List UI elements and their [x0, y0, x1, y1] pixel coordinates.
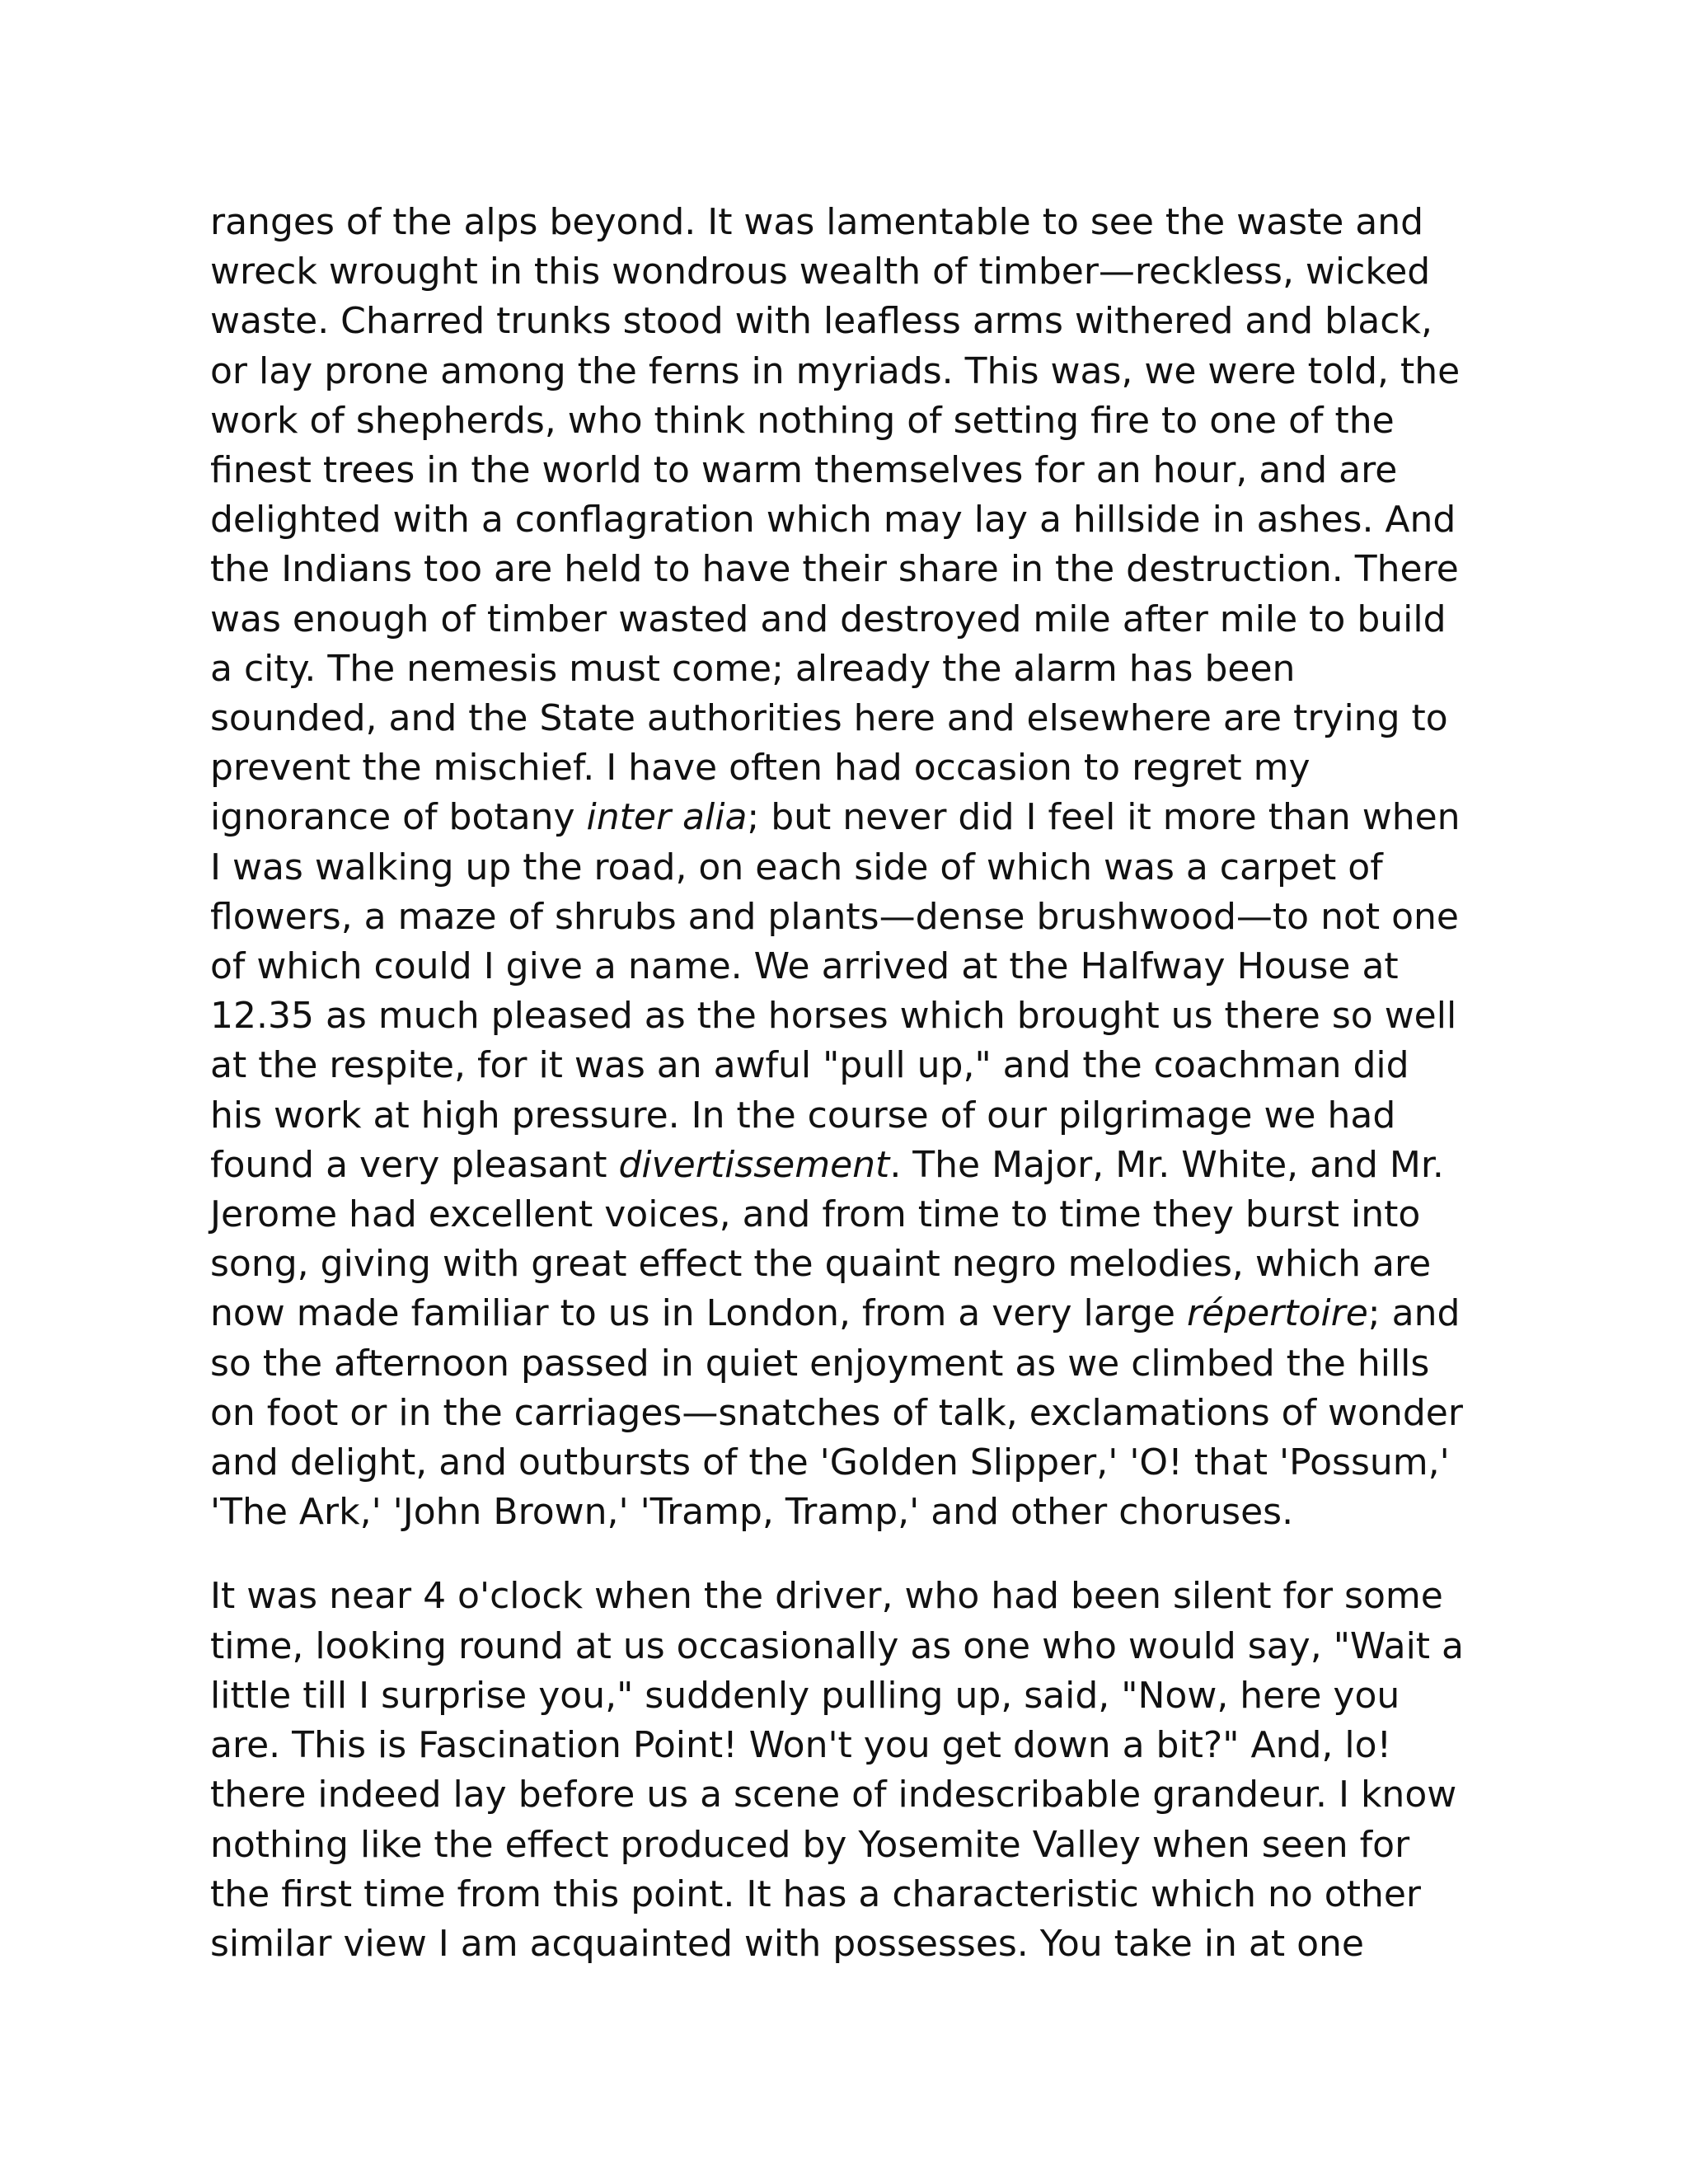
text-run: and delight, and outbursts of the 'Golden Slipper,' 'O! that 'Possum,'	[210, 1441, 1450, 1484]
text-run: prevent the mischief. I have often had occasion to regret my	[210, 747, 1311, 790]
text-line	[210, 1289, 1496, 1338]
italic-text: répertoire	[1186, 1292, 1368, 1335]
text-run: at the respite, for it was an awful "pull up," and the coachman did	[210, 1044, 1409, 1087]
text-line	[210, 446, 1496, 495]
text-line	[210, 991, 1496, 1041]
text-run: there indeed lay before us a scene of indescribable grandeur. I know	[210, 1774, 1457, 1816]
text-line	[210, 743, 1496, 793]
text-run: I was walking up the road, on each side of which was a carpet of	[210, 846, 1383, 888]
text-line	[210, 793, 1496, 842]
text-line	[210, 1438, 1496, 1488]
text-run: his work at high pressure. In the course of our pilgrimage we had	[210, 1094, 1396, 1137]
text-line	[210, 1041, 1496, 1090]
paragraph	[210, 1572, 1496, 1969]
text-line	[210, 1919, 1496, 1969]
text-run: now made familiar to us in London, from a very large	[210, 1292, 1187, 1335]
text-run: time, looking round at us occasionally as one who would say, "Wait a	[210, 1624, 1465, 1667]
text-run: sounded, and the State authorities here and elsewhere are trying to	[210, 697, 1448, 740]
text-line	[210, 297, 1496, 346]
text-run: was enough of timber wasted and destroyed mile after mile to build	[210, 598, 1447, 640]
text-run: delighted with a conflagration which may lay a hillside in ashes. And	[210, 499, 1456, 541]
text-run: of which could I give a name. We arrived at the Halfway House at	[210, 945, 1399, 988]
text-run: a city. The nemesis must come; already the alarm has been	[210, 647, 1296, 690]
text-line	[210, 247, 1496, 297]
text-run: or lay prone among the ferns in myriads. This was, we were told, the	[210, 349, 1461, 392]
text-line	[210, 1721, 1496, 1770]
text-line	[210, 347, 1496, 396]
text-run: on foot or in the carriages—snatches of talk, exclamations of wonder	[210, 1391, 1463, 1434]
text-run: work of shepherds, who think nothing of setting fire to one of the	[210, 399, 1395, 442]
text-run: similar view I am acquainted with possesses. You take in at one	[210, 1922, 1364, 1965]
text-line	[210, 1770, 1496, 1820]
text-line	[210, 694, 1496, 743]
body-text	[210, 198, 1496, 1969]
text-line	[210, 843, 1496, 893]
text-line	[210, 495, 1496, 545]
text-line	[210, 644, 1496, 694]
text-run: ranges of the alps beyond. It was lamentable to see the waste and	[210, 201, 1424, 243]
text-line	[210, 1339, 1496, 1389]
text-run: the Indians too are held to have their share in the destruction. There	[210, 548, 1459, 591]
text-line	[210, 893, 1496, 942]
text-line	[210, 1870, 1496, 1919]
text-line	[210, 1091, 1496, 1141]
text-run: found a very pleasant	[210, 1143, 619, 1186]
text-run: ignorance of botany	[210, 796, 587, 839]
text-line	[210, 942, 1496, 991]
italic-text: inter alia	[586, 796, 748, 839]
text-run: ; and	[1367, 1292, 1461, 1335]
text-line	[210, 1141, 1496, 1190]
text-line	[210, 1240, 1496, 1289]
text-run: are. This is Fascination Point! Won't you get down a bit?" And, lo!	[210, 1724, 1392, 1767]
text-line	[210, 545, 1496, 594]
text-line	[210, 198, 1496, 247]
text-run: finest trees in the world to warm themselves for an hour, and are	[210, 449, 1398, 492]
italic-text: divertissement	[618, 1143, 890, 1186]
text-run: ; but never did I feel it more than when	[747, 796, 1461, 839]
text-run: the first time from this point. It has a characteristic which no other	[210, 1872, 1421, 1915]
text-run: so the afternoon passed in quiet enjoyment as we climbed the hills	[210, 1342, 1430, 1385]
text-run: song, giving with great effect the quaint negro melodies, which are	[210, 1243, 1432, 1286]
text-line	[210, 1572, 1496, 1621]
text-line	[210, 1622, 1496, 1671]
text-run: 12.35 as much pleased as the horses which brought us there so well	[210, 995, 1457, 1038]
text-run: Jerome had excellent voices, and from time to time they burst into	[210, 1193, 1421, 1236]
text-line	[210, 1488, 1496, 1537]
text-run: little till I surprise you," suddenly pulling up, said, "Now, here you	[210, 1674, 1400, 1717]
text-run: . The Major, Mr. White, and Mr.	[889, 1143, 1444, 1186]
text-run: waste. Charred trunks stood with leafless arms withered and black,	[210, 300, 1432, 343]
text-line	[210, 1190, 1496, 1240]
text-line	[210, 1389, 1496, 1438]
text-run: flowers, a maze of shrubs and plants—dense brushwood—to not one	[210, 895, 1459, 938]
text-line	[210, 396, 1496, 446]
text-line	[210, 1671, 1496, 1721]
text-run: 'The Ark,' 'John Brown,' 'Tramp, Tramp,' and other choruses.	[210, 1491, 1294, 1534]
text-line	[210, 1821, 1496, 1870]
text-run: wreck wrought in this wondrous wealth of timber—reckless, wicked	[210, 251, 1431, 293]
text-run: nothing like the effect produced by Yosemite Valley when seen for	[210, 1823, 1410, 1866]
text-line	[210, 595, 1496, 644]
text-run: It was near 4 o'clock when the driver, who had been silent for some	[210, 1575, 1443, 1618]
paragraph	[210, 198, 1496, 1537]
